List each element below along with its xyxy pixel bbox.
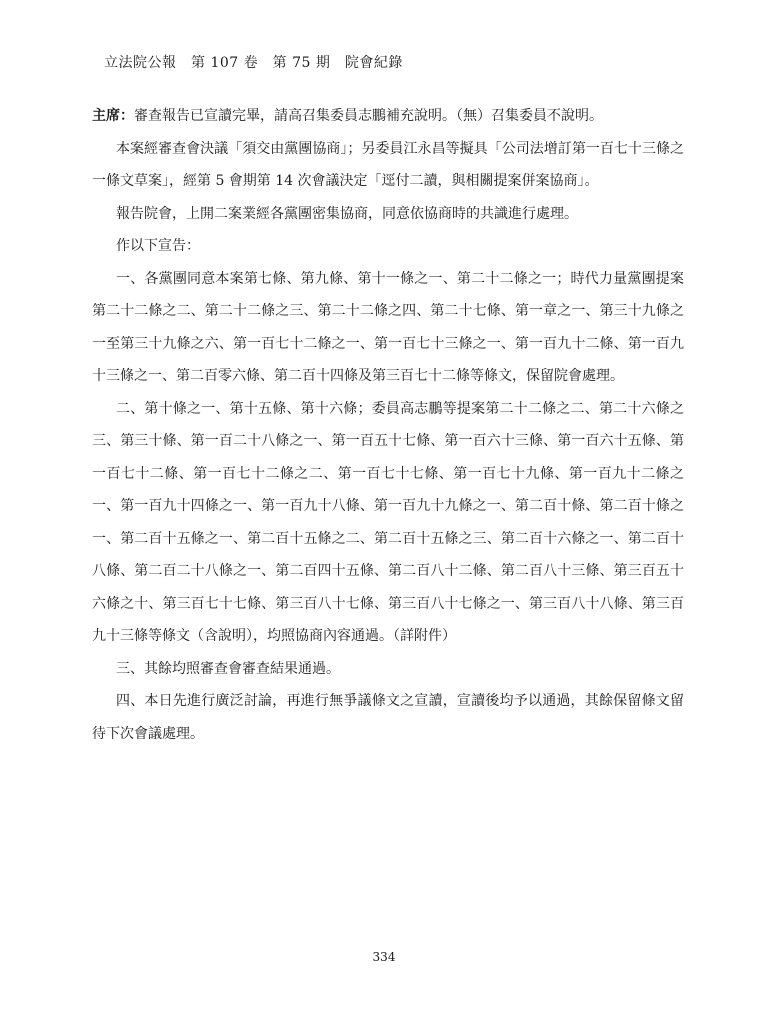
announcement-item-4: 四、本日先進行廣泛討論，再進行無爭議條文之宣讀，宣讀後均予以通過，其餘保留條文留待下次會議處理。 (92, 693, 684, 742)
page-header: 立法院公報 第 107 卷 第 75 期 院會紀錄 (104, 55, 403, 71)
chairman-statement-text: 審查報告已宣讀完畢，請高召集委員志鵬補充說明。（無）召集委員不說明。 (134, 108, 603, 124)
document-body (92, 100, 684, 750)
speaker-label: 主席： (92, 108, 134, 124)
page-number: 334 (372, 950, 396, 964)
chairman-statement (92, 100, 684, 133)
paragraph-report: 報告院會，上開二案業經各黨團密集協商，同意依協商時的共識進行處理。 (116, 205, 578, 222)
announcement-item-1: 一、各黨團同意本案第七條、第九條、第十一條之一、第二十二條之一；時代力量黨團提案第二十二條之二、第二十二條之三、第二十二條之四、第二十七條、第一章之一、第三十九條之一至第三十九條之六、第一百七十二條之一、第一百七十三條之一、第一百九十二條、第一百九十三條之一、第二百零六條、第二百十四條及第三百七十二條等條文，保留院會處理。 (92, 270, 684, 384)
announcement-item-3: 三、其餘均照審查會審查結果通過。 (116, 660, 340, 677)
paragraph-announcement-intro: 作以下宣告： (116, 238, 200, 254)
announcement-item-2: 二、第十條之一、第十五條、第十六條；委員高志鵬等提案第二十二條之二、第二十六條之三、第三十條、第一百二十八條之一、第一百五十七條、第一百六十三條、第一百六十五條、第一百七十二條、第一百七十二條之二、第一百七十七條、第一百七十九條、第一百九十二條之一、第一百九十四條之一、第一百九十八條、第一百九十九條之一、第二百十條、第二百十條之一、第二百十五條之一、第二百十五條之二、第二百十五條之三、第二百十六條之一、第二百十八條、第二百二十八條之一、第二百四十五條、第二百八十二條、第二百八十三條、第三百五十六條之十、第三百七十七條、第三百八十七條、第三百八十七條之一、第三百八十八條、第三百九十三條等條文（含說明），均照協商內容通過。（詳附件） (92, 400, 684, 644)
paragraph-committee-resolution: 本案經審查會決議「須交由黨團協商」；另委員江永昌等擬具「公司法增訂第一百七十三條之一條文草案」，經第 5 會期第 14 次會議決定「逕付二讀，與相關提案併案協商」。 (92, 140, 684, 189)
